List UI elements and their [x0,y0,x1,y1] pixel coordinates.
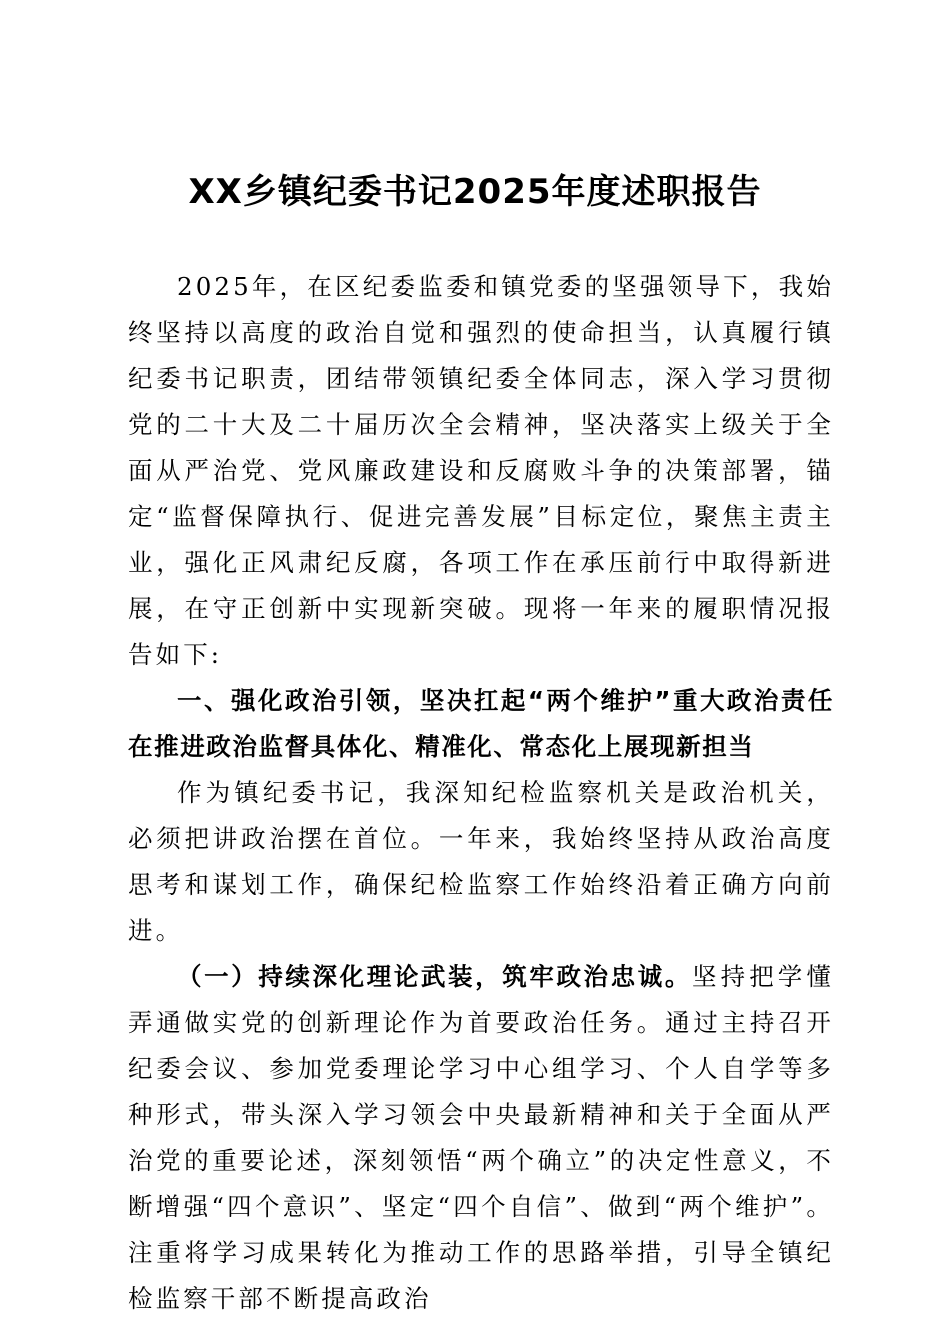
document-title: XX乡镇纪委书记2025年度述职报告 [188,172,762,212]
section-heading: 一、强化政治引领，坚决扛起“两个维护”重大政治责任在推进政治监督具体化、精准化、常态化上展现新担当 [128,686,834,761]
document-body [128,264,834,1322]
intro-paragraph: 2025年，在区纪委监委和镇党委的坚强领导下，我始终坚持以高度的政治自觉和强烈的使命担当，认真履行镇纪委书记职责，团结带领镇纪委全体同志，深入学习贯彻党的二十大及二十届历次全会精神，坚决落实上级关于全面从严治党、党风廉政建设和反腐败斗争的决策部署，锚定“监督保障执行、促进完善发展”目标定位，聚焦主责主业，强化正风肃纪反腐，各项工作在承压前行中取得新进展，在守正创新中实现新突破。现将一年来的履职情况报告如下: [128,272,834,669]
subsection-lead: （一）持续深化理论武装，筑牢政治忠诚。 [177,962,692,991]
section-paragraph: 作为镇纪委书记，我深知纪检监察机关是政治机关，必须把讲政治摆在首位。一年来，我始终坚持从政治高度思考和谋划工作，确保纪检监察工作始终沿着正确方向前进。 [128,778,834,945]
subsection-paragraph [128,954,834,1322]
subsection-text: 坚持把学懂弄通做实党的创新理论作为首要政治任务。通过主持召开纪委会议、参加党委理论学习中心组学习、个人自学等多种形式，带头深入学习领会中央最新精神和关于全面从严治党的重要论述，深刻领悟“两个确立”的决定性意义，不断增强“四个意识”、坚定“四个自信”、做到“两个维护”。注重将学习成果转化为推动工作的思路举措，引导全镇纪检监察干部不断提高政治 [128,962,835,1313]
